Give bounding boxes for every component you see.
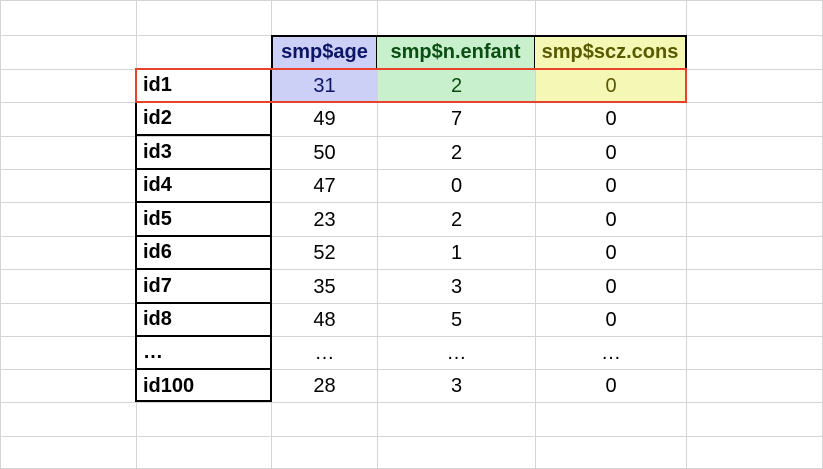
row-id[interactable]: id8 xyxy=(136,304,271,337)
header-n-enfant[interactable]: smp$n.enfant xyxy=(377,35,536,70)
cell-age[interactable]: 31 xyxy=(272,70,377,102)
cell-n-enfant[interactable]: 2 xyxy=(450,141,463,164)
cell-scz-cons[interactable]: 0 xyxy=(605,175,617,197)
cell-age[interactable]: 28 xyxy=(313,374,336,397)
cell-n-enfant[interactable]: 1 xyxy=(450,242,463,264)
cell-age[interactable]: 23 xyxy=(313,208,336,231)
header-scz-cons[interactable]: smp$scz.cons xyxy=(535,35,687,70)
row-id[interactable]: id2 xyxy=(136,103,271,136)
cell-n-enfant[interactable]: 3 xyxy=(450,374,463,397)
row-id[interactable]: id4 xyxy=(136,170,271,203)
cell-scz-cons[interactable]: 0 xyxy=(605,108,617,130)
cell-age[interactable]: 35 xyxy=(313,275,336,298)
row-id[interactable]: id7 xyxy=(136,270,271,304)
cell-age[interactable]: 52 xyxy=(313,242,336,264)
cell-n-enfant[interactable]: 2 xyxy=(378,70,535,102)
cell-n-enfant[interactable]: 0 xyxy=(450,175,463,197)
cell-age[interactable]: 48 xyxy=(313,309,336,331)
cell-n-enfant[interactable]: 5 xyxy=(450,309,463,331)
row-id[interactable]: … xyxy=(136,337,271,370)
header-age[interactable]: smp$age xyxy=(271,35,378,70)
cell-scz-cons[interactable]: 0 xyxy=(536,70,686,102)
cell-scz-cons[interactable]: … xyxy=(601,342,621,364)
gridline xyxy=(0,0,823,1)
gridline xyxy=(0,402,823,403)
gridline xyxy=(0,436,823,437)
cell-scz-cons[interactable]: 0 xyxy=(605,242,617,264)
cell-scz-cons[interactable]: 0 xyxy=(605,309,617,331)
row-id[interactable]: id6 xyxy=(136,237,271,270)
row-id[interactable]: id1 xyxy=(136,69,271,103)
cell-scz-cons[interactable]: 0 xyxy=(605,208,617,231)
cell-n-enfant[interactable]: 2 xyxy=(450,208,463,231)
row-id[interactable]: id5 xyxy=(136,203,271,237)
cell-n-enfant[interactable]: 7 xyxy=(450,108,463,130)
cell-scz-cons[interactable]: 0 xyxy=(605,275,617,298)
cell-scz-cons[interactable]: 0 xyxy=(605,374,617,397)
cell-age[interactable]: 47 xyxy=(313,175,336,197)
cell-n-enfant[interactable]: … xyxy=(446,342,467,364)
cell-n-enfant[interactable]: 3 xyxy=(450,275,463,298)
cell-scz-cons[interactable]: 0 xyxy=(605,141,617,164)
cell-age[interactable]: 50 xyxy=(313,141,336,164)
row-id[interactable]: id3 xyxy=(136,136,271,170)
cell-age[interactable]: … xyxy=(314,342,335,364)
gridline xyxy=(0,0,1,469)
gridline xyxy=(686,0,687,469)
cell-age[interactable]: 49 xyxy=(313,108,336,130)
row-id[interactable]: id100 xyxy=(143,374,195,397)
